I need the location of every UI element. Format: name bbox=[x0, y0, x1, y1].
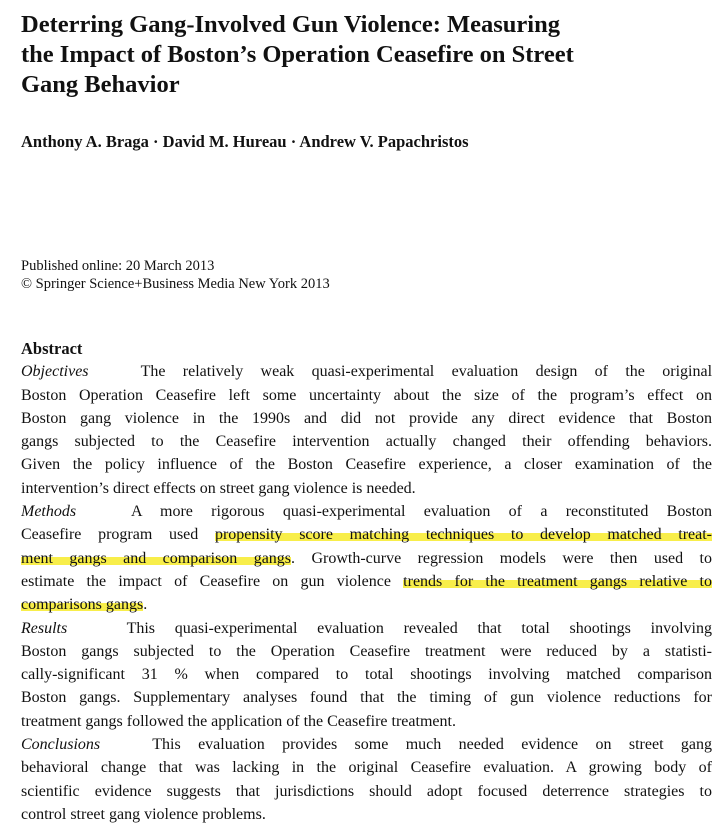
text-line bbox=[21, 617, 712, 640]
text-line bbox=[21, 733, 712, 756]
text-line: intervention’s direct effects on street gang violence is needed. bbox=[21, 479, 416, 497]
title-line: Deterring Gang-Involved Gun Violence: Measuring bbox=[21, 11, 560, 38]
text-line: control street gang violence problems. bbox=[21, 805, 266, 823]
text-segment: . Growth-curve regression models were then used to bbox=[291, 549, 712, 567]
title-line: Gang Behavior bbox=[21, 71, 180, 98]
highlighted-text: trends for the treatment gangs relative to bbox=[403, 572, 712, 590]
text-line: Boston gangs. Supplementary analyses found that the timing of gun violence reductions for bbox=[21, 689, 712, 707]
text-line bbox=[21, 500, 712, 523]
highlighted-text: comparisons gangs bbox=[21, 596, 144, 614]
text-line bbox=[21, 593, 712, 616]
text-line bbox=[21, 547, 712, 570]
highlighted-text: propensity score matching techniques to develop matched treat- bbox=[214, 526, 712, 544]
text-line: Boston gangs subjected to the Operation Ceasefire treatment were reduced by a statisti- bbox=[21, 642, 712, 660]
text-line: Given the policy influence of the Boston Ceasefire experience, a closer examination of the bbox=[21, 456, 712, 474]
objectives-paragraph bbox=[21, 360, 712, 500]
text-segment: A more rigorous quasi-experimental evaluation of a reconstituted Boston bbox=[131, 503, 712, 521]
text-line: Boston gang violence in the 1990s and did not provide any direct evidence that Boston bbox=[21, 409, 712, 427]
text-line bbox=[21, 570, 712, 593]
text-segment: . bbox=[143, 596, 148, 614]
text-line bbox=[21, 523, 712, 546]
text-segment: This quasi-experimental evaluation revealed that total shootings involving bbox=[126, 619, 712, 637]
title-line: the Impact of Boston’s Operation Ceasefire on Street bbox=[21, 41, 574, 68]
text-line: gangs subjected to the Ceasefire intervention actually changed their offending behaviors. bbox=[21, 433, 712, 451]
results-paragraph bbox=[21, 617, 712, 733]
text-segment: The relatively weak quasi-experimental evaluation design of the original bbox=[140, 363, 712, 381]
text-segment: estimate the impact of Ceasefire on gun violence bbox=[21, 572, 404, 590]
copyright-notice: © Springer Science+Business Media New York 2013 bbox=[21, 276, 330, 292]
text-line: Boston Operation Ceasefire left some uncertainty about the size of the program’s effect on bbox=[21, 386, 712, 404]
methods-label: Methods bbox=[21, 503, 77, 521]
author-list: Anthony A. Braga · David M. Hureau · Andrew V. Papachristos bbox=[21, 132, 469, 151]
abstract-heading: Abstract bbox=[21, 339, 83, 358]
text-line: behavioral change that was lacking in the original Ceasefire evaluation. A growing body of bbox=[21, 759, 712, 777]
published-date: Published online: 20 March 2013 bbox=[21, 258, 215, 274]
highlighted-text: ment gangs and comparison gangs bbox=[21, 549, 292, 567]
text-line: scientific evidence suggests that jurisdictions should adopt focused deterrence strategies to bbox=[21, 782, 712, 800]
methods-paragraph bbox=[21, 500, 712, 616]
text-line: treatment gangs followed the application of the Ceasefire treatment. bbox=[21, 712, 456, 730]
text-segment: This evaluation provides some much needed evidence on street gang bbox=[152, 736, 712, 754]
objectives-label: Objectives bbox=[21, 363, 89, 381]
results-label: Results bbox=[21, 619, 68, 637]
text-line bbox=[21, 360, 712, 383]
conclusions-label: Conclusions bbox=[21, 736, 101, 754]
text-segment: Ceasefire program used bbox=[21, 526, 215, 544]
publication-info bbox=[21, 257, 330, 293]
paper-title bbox=[21, 10, 701, 100]
text-line: cally-significant 31 % when compared to total shootings involving matched comparison bbox=[21, 666, 712, 684]
conclusions-paragraph bbox=[21, 733, 712, 826]
abstract-section bbox=[21, 337, 712, 826]
